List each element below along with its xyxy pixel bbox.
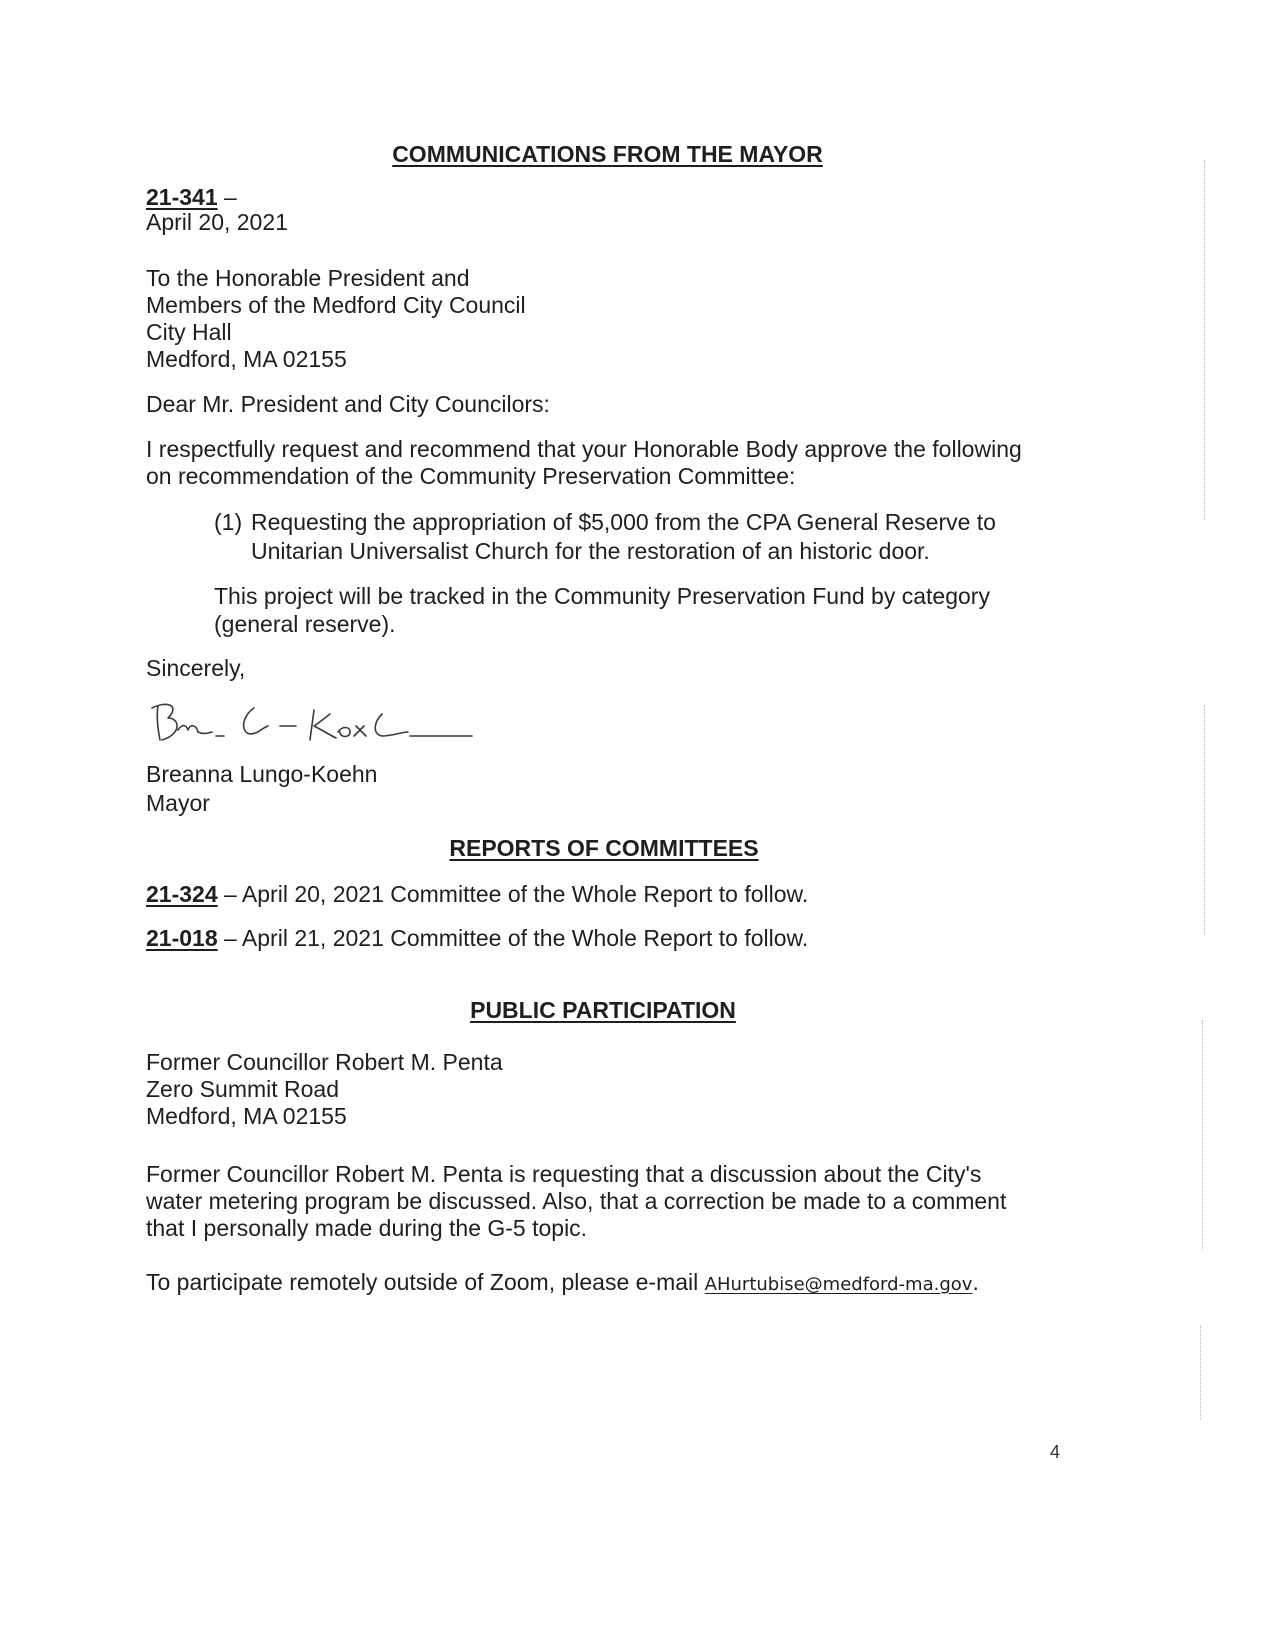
email-link[interactable]: AHurtubise@medford-ma.gov xyxy=(704,1274,973,1295)
mayor-item-date: April 20, 2021 xyxy=(146,209,288,235)
mayor-item-header xyxy=(146,183,237,211)
list-item-line: Unitarian Universalist Church for the restoration of an historic door. xyxy=(251,538,930,564)
public-request-line: water metering program be discussed. Also, that a correction be made to a comment xyxy=(146,1188,1007,1214)
remote-end: . xyxy=(972,1269,979,1295)
address-line: Medford, MA 02155 xyxy=(146,346,347,372)
public-address-line: Former Councillor Robert M. Penta xyxy=(146,1049,503,1075)
report-text: – April 20, 2021 Committee of the Whole Report to follow. xyxy=(217,881,809,907)
scan-artifact xyxy=(1204,705,1205,935)
signer-name: Breanna Lungo-Koehn xyxy=(146,761,378,787)
public-address-line: Medford, MA 02155 xyxy=(146,1103,347,1129)
committee-report xyxy=(146,880,808,908)
report-text: – April 21, 2021 Committee of the Whole Report to follow. xyxy=(217,925,809,951)
remote-text: To participate remotely outside of Zoom, please e-mail xyxy=(146,1269,705,1295)
address-line: To the Honorable President and xyxy=(146,265,470,291)
signer-title: Mayor xyxy=(146,790,210,816)
scan-artifact xyxy=(1200,1325,1201,1420)
request-line: I respectfully request and recommend that your Honorable Body approve the following xyxy=(146,436,1022,462)
list-item-line: Requesting the appropriation of $5,000 from the CPA General Reserve to xyxy=(251,509,996,535)
public-address-line: Zero Summit Road xyxy=(146,1076,340,1102)
public-request-line: Former Councillor Robert M. Penta is requesting that a discussion about the City's xyxy=(146,1161,982,1187)
scan-artifact xyxy=(1202,1020,1203,1250)
mayor-section-heading: COMMUNICATIONS FROM THE MAYOR xyxy=(392,141,823,167)
signature-image xyxy=(146,696,476,752)
report-number: 21-324 xyxy=(146,881,218,907)
mayor-item-number: 21-341 xyxy=(146,184,218,210)
committee-report xyxy=(146,924,808,952)
report-number: 21-018 xyxy=(146,925,218,951)
address-line: City Hall xyxy=(146,319,232,345)
committees-section-heading: REPORTS OF COMMITTEES xyxy=(449,835,759,861)
public-section-heading: PUBLIC PARTICIPATION xyxy=(470,997,736,1023)
remote-participation xyxy=(146,1268,979,1299)
request-line: on recommendation of the Community Preservation Committee: xyxy=(146,463,796,489)
closing: Sincerely, xyxy=(146,655,246,681)
tracking-line: This project will be tracked in the Community Preservation Fund by category xyxy=(214,583,990,609)
public-request-line: that I personally made during the G-5 topic. xyxy=(146,1215,588,1241)
mayor-item-dash: – xyxy=(217,184,237,210)
tracking-line: (general reserve). xyxy=(214,611,396,637)
salutation: Dear Mr. President and City Councilors: xyxy=(146,391,550,417)
scan-artifact xyxy=(1204,160,1205,520)
page-number: 4 xyxy=(1050,1442,1061,1462)
list-item-number: (1) xyxy=(214,509,243,535)
address-line: Members of the Medford City Council xyxy=(146,292,526,318)
